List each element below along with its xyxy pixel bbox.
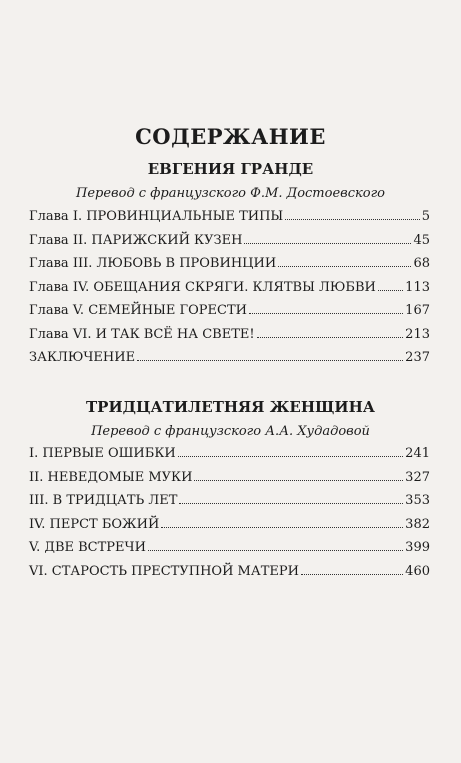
section-heading-eugenie-grandet: ЕВГЕНИЯ ГРАНДЕ: [147, 160, 314, 178]
section-translator-thirty-year-old-woman: Перевод с французского А.А. Худадовой: [91, 424, 370, 439]
toc-entry-label: Глава I. ПРОВИНЦИАЛЬНЫЕ ТИПЫ: [29, 209, 284, 224]
dot-leader: [148, 541, 403, 551]
toc-entry-page: 399: [405, 540, 430, 555]
toc-entry-page: 113: [405, 279, 430, 295]
toc-entry-label: I. ПЕРВЫЕ ОШИБКИ: [29, 446, 176, 461]
toc-entry: [29, 327, 430, 351]
toc-entry-page: 460: [405, 563, 430, 579]
toc-list-eugenie-grandet: [29, 209, 430, 374]
dot-leader: [178, 447, 403, 457]
toc-entry-label: VI. СТАРОСТЬ ПРЕСТУПНОЙ МАТЕРИ: [29, 563, 299, 579]
section-heading-thirty-year-old-woman: ТРИДЦАТИЛЕТНЯЯ ЖЕНЩИНА: [86, 398, 375, 416]
toc-entry-page: 382: [405, 516, 430, 532]
dot-leader: [301, 565, 403, 575]
toc-entry: [29, 303, 430, 327]
dot-leader: [257, 328, 404, 338]
dot-leader: [161, 518, 403, 528]
toc-entry-label: Глава VI. И ТАК ВСЁ НА СВЕТЕ!: [29, 326, 255, 342]
toc-entry-page: 241: [405, 446, 430, 461]
dot-leader: [194, 471, 403, 481]
toc-entry-page: 327: [405, 469, 430, 485]
toc-entry-page: 237: [405, 350, 430, 365]
toc-entry-page: 68: [413, 256, 430, 271]
toc-entry: [29, 280, 430, 304]
toc-entry: [29, 350, 430, 374]
toc-entry: [29, 209, 430, 233]
section-translator-eugenie-grandet: Перевод с французского Ф.М. Достоевского: [76, 186, 385, 201]
toc-list-thirty-year-old-woman: [29, 446, 430, 587]
toc-entry-label: Глава IV. ОБЕЩАНИЯ СКРЯГИ. КЛЯТВЫ ЛЮБВИ: [29, 279, 376, 295]
toc-entry-label: Глава II. ПАРИЖСКИЙ КУЗЕН: [29, 232, 243, 248]
toc-entry: [29, 446, 430, 470]
toc-entry-page: 213: [405, 326, 430, 342]
toc-entry-label: II. НЕВЕДОМЫЕ МУКИ: [29, 469, 193, 485]
dot-leader: [179, 494, 403, 504]
page-title: СОДЕРЖАНИЕ: [135, 124, 326, 149]
toc-entry-label: IV. ПЕРСТ БОЖИЙ: [29, 516, 160, 532]
dot-leader: [285, 210, 420, 220]
toc-entry-label: III. В ТРИДЦАТЬ ЛЕТ: [29, 493, 178, 508]
toc-entry-page: 45: [413, 232, 430, 248]
dot-leader: [278, 257, 411, 267]
dot-leader: [378, 281, 403, 291]
toc-entry: [29, 564, 430, 588]
toc-entry: [29, 256, 430, 280]
toc-entry-label: V. ДВЕ ВСТРЕЧИ: [29, 540, 146, 555]
dot-leader: [249, 304, 403, 314]
toc-entry-label: Глава III. ЛЮБОВЬ В ПРОВИНЦИИ: [29, 256, 277, 271]
toc-entry: [29, 517, 430, 541]
toc-entry: [29, 233, 430, 257]
toc-entry: [29, 470, 430, 494]
dot-leader: [137, 351, 403, 361]
toc-entry-label: ЗАКЛЮЧЕНИЕ: [29, 350, 136, 365]
toc-entry-page: 167: [405, 303, 430, 318]
toc-entry-page: 5: [421, 209, 430, 224]
toc-entry-label: Глава V. СЕМЕЙНЫЕ ГОРЕСТИ: [29, 303, 247, 318]
toc-entry: [29, 493, 430, 517]
toc-entry: [29, 540, 430, 564]
toc-entry-page: 353: [405, 493, 430, 508]
dot-leader: [244, 234, 411, 244]
